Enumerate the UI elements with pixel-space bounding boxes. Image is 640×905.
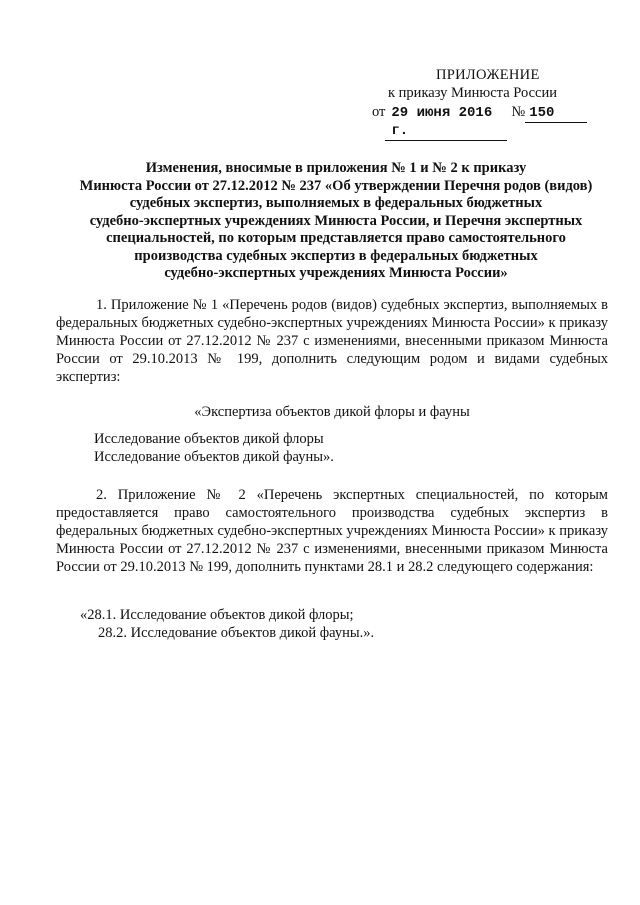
document-heading <box>56 160 616 283</box>
expertise-title: «Экспертиза объектов дикой флоры и фауны <box>194 404 470 420</box>
appendix-title: ПРИЛОЖЕНИЕ <box>436 67 540 83</box>
list-item: 28.2. Исследование объектов дикой фауны.». <box>98 625 375 641</box>
appendix-block <box>372 66 612 141</box>
date-value: 29 июня 2016 г. <box>385 104 507 141</box>
heading-line: судебно-экспертных учреждениях Минюста России, и Перечня экспертных <box>89 212 583 229</box>
heading-line: Минюста России от 27.12.2012 № 237 «Об утверждении Перечня родов (видов) <box>79 177 593 194</box>
appendix-date-line <box>372 103 612 141</box>
expertise-list <box>94 430 334 466</box>
heading-line: специальностей, по которым представляется право самостоятельного <box>106 230 566 246</box>
specialty-list <box>80 606 374 642</box>
heading-line: судебных экспертиз, выполняемых в федеральных бюджетных <box>129 195 543 211</box>
heading-line: производства судебных экспертиз в федеральных бюджетных <box>134 247 538 264</box>
date-prefix: от <box>372 104 386 120</box>
list-item: Исследование объектов дикой флоры <box>94 431 324 447</box>
list-item: «28.1. Исследование объектов дикой флоры; <box>80 607 354 623</box>
number-value: 150 <box>525 104 587 123</box>
appendix-subtitle: к приказу Минюста России <box>388 85 557 101</box>
heading-line: судебно-экспертных учреждениях Минюста России» <box>164 265 508 281</box>
paragraph-1: 1. Приложение № 1 «Перечень родов (видов) судебных экспертиз, выполняемых в федеральных бюджетных судебно-экспертных учреждениях Минюста России» к приказу Минюста России от 27.12.2012 № 237 с изменениями, внесенными приказом Минюста России от 29.10.2013 № 199, дополнить следующим родом и видами судебных экспертиз: <box>56 297 608 385</box>
paragraph-2: 2. Приложение № 2 «Перечень экспертных специальностей, по которым предоставляется право самостоятельного производства судебных экспертиз в федеральных бюджетных судебно-экспертных учреждениях Минюста России» к приказу Минюста России от 27.12.2012 № 237 с изменениями, внесенными приказом Минюста России от 29.10.2013 № 199, дополнить пунктами 28.1 и 28.2 следующего содержания: <box>56 487 608 575</box>
heading-line: Изменения, вносимые в приложения № 1 и № 2 к приказу <box>145 160 527 176</box>
number-prefix: № <box>511 104 526 120</box>
list-item: Исследование объектов дикой фауны». <box>94 449 334 465</box>
